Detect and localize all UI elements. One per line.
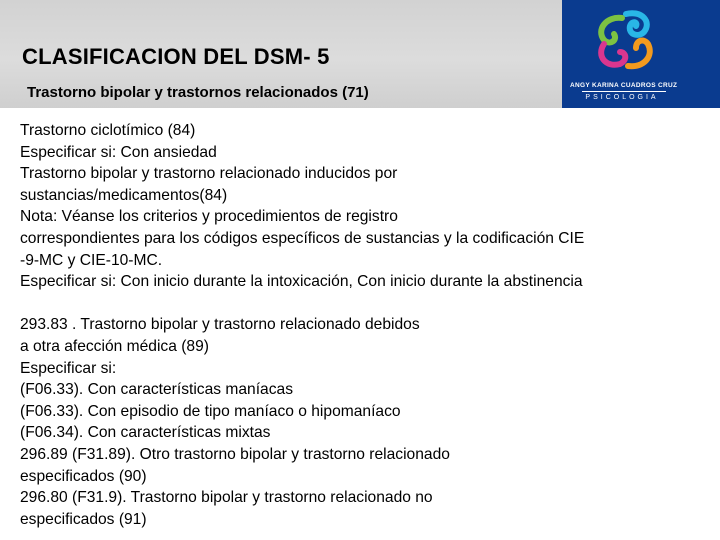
logo-subtitle: PSICOLOGIA [585,94,659,101]
slide-subtitle: Trastorno bipolar y trastornos relacionados (71) [27,84,369,101]
body-line: Trastorno ciclotímico (84) [20,122,196,139]
body-line: Especificar si: Con ansiedad [20,143,217,161]
slide-title: CLASIFICACION DEL DSM- 5 [22,44,330,69]
body-line: 296.89 (F31.89). Otro trastorno bipolar y trastorno relacionado [20,445,450,463]
logo-name: ANGY KARINA CUADROS CRUZ [570,82,678,89]
body-line: -9-MC y CIE-10-MC. [20,251,163,269]
body-line: correspondientes para los códigos específicos de sustancias y la codificación CIE [20,229,585,247]
logo [562,0,720,108]
body-line: 296.80 (F31.9). Trastorno bipolar y trastorno relacionado no [20,489,433,507]
body-line: 293.83 . Trastorno bipolar y trastorno relacionado debidos [20,316,420,334]
body-line: sustancias/medicamentos(84) [20,186,228,204]
paragraph-gap [20,293,714,315]
body-line: (F06.33). Con episodio de tipo maníaco o hipomaníaco [20,402,401,420]
body-line: a otra afección médica (89) [20,337,209,355]
body-line: Trastorno bipolar y trastorno relacionado inducidos por [20,165,398,183]
body-line: Especificar si: [20,359,117,377]
slide-body [20,120,714,530]
body-line: especificados (91) [20,510,147,528]
logo-mark-icon [592,8,656,72]
body-line: especificados (90) [20,467,147,485]
body-line: (F06.33). Con características maníacas [20,381,293,399]
body-line: Especificar si: Con inicio durante la intoxicación, Con inicio durante la abstinencia [20,273,583,291]
body-line: (F06.34). Con características mixtas [20,424,271,442]
body-line: Nota: Véanse los criterios y procedimientos de registro [20,208,398,226]
logo-divider [582,91,666,92]
